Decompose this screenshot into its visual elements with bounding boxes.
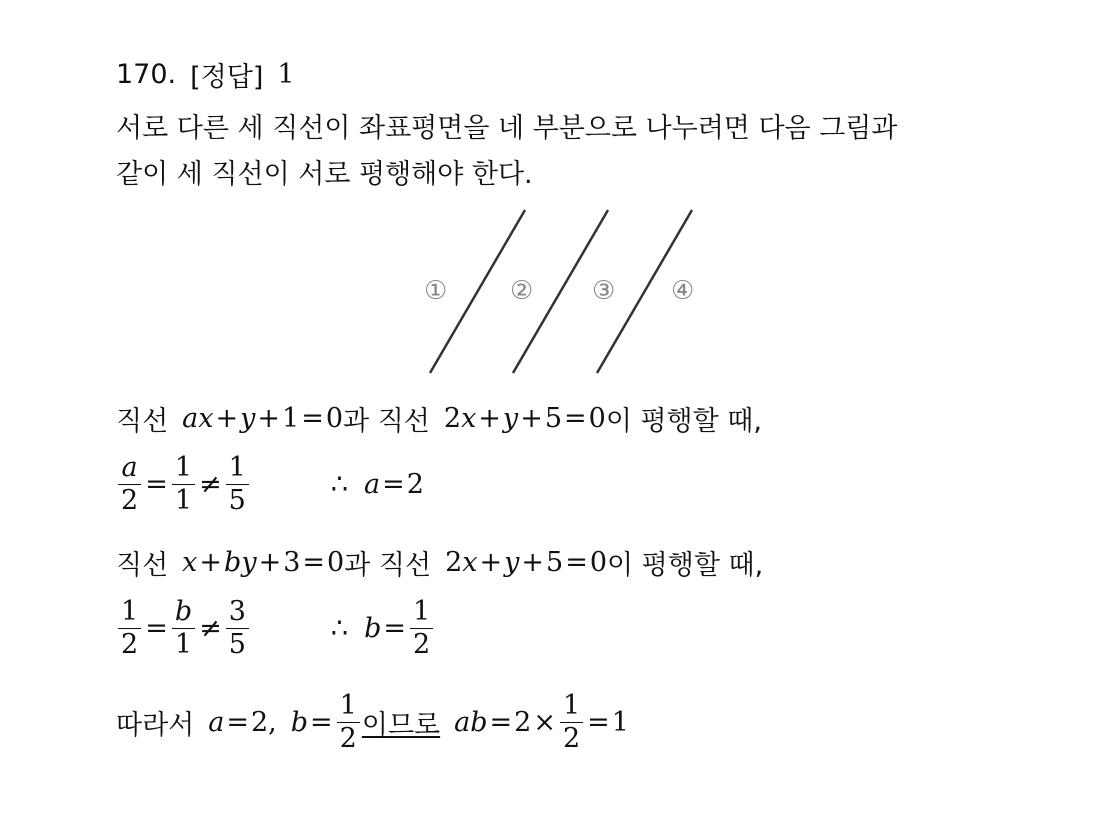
case-b-equation-1: x+by+3=0 — [182, 547, 345, 578]
case-b-ratio: $\frac{1}{2}$ = $\frac{b}{1}$ ≠ $\frac{3}{5}$ ∴ b = $\frac{1}{2}$ — [116, 596, 435, 661]
intro-line-1: 서로 다른 세 직선이 좌표평면을 네 부분으로 나누려면 다음 그림과 — [116, 113, 898, 144]
answer-value: 1 — [277, 59, 295, 90]
therefore-symbol: ∴ — [330, 469, 348, 500]
conclusion-b-fraction: $\frac{1}{2}$ — [337, 690, 360, 755]
case-b-mid: 과 직선 — [344, 550, 432, 581]
case-a-equation-2: 2x+y+5=0 — [443, 403, 606, 434]
case-b-result-fraction: $\frac{1}{2}$ — [410, 596, 433, 661]
case-b-fraction-1: $\frac{1}{2}$ — [118, 596, 141, 661]
case-a-statement — [116, 399, 762, 438]
case-a-prefix: 직선 — [116, 406, 169, 437]
region-label-4: ④ — [671, 276, 695, 306]
case-a-ratio: $\frac{a}{2}$ = $\frac{1}{1}$ ≠ $\frac{1}{5}$ ∴ a=2 — [116, 452, 424, 517]
intro-line-2: 같이 세 직선이 서로 평행해야 한다. — [116, 159, 533, 190]
case-a-fraction-3: $\frac{1}{5}$ — [226, 452, 249, 517]
answer-tag: [정답] — [190, 62, 264, 93]
conclusion-b-value: b = $\frac{1}{2}$ — [291, 690, 362, 755]
case-a-fraction-2: $\frac{1}{1}$ — [172, 452, 195, 517]
case-b-equation-2: 2x+y+5=0 — [445, 547, 607, 578]
case-b-suffix: 이 평행할 때, — [607, 550, 764, 581]
case-a-mid: 과 직선 — [343, 406, 430, 437]
conclusion-mid: 이므로 — [361, 710, 441, 741]
problem-header — [116, 55, 295, 94]
conclusion-line — [116, 690, 629, 755]
case-a-suffix: 이 평행할 때, — [605, 406, 762, 437]
region-label-2: ② — [510, 276, 534, 306]
case-a-fraction-1: $\frac{a}{2}$ — [118, 452, 141, 517]
case-b-result: b = $\frac{1}{2}$ — [364, 596, 435, 661]
conclusion-half-fraction: $\frac{1}{2}$ — [560, 690, 583, 755]
case-a-result: a=2 — [364, 469, 424, 500]
conclusion-a-value: a=2, — [208, 707, 277, 738]
case-a-equation-1: ax+y+1=0 — [182, 403, 344, 434]
therefore-symbol-b: ∴ — [330, 613, 349, 644]
case-b-statement — [116, 543, 763, 582]
case-b-fraction-3: $\frac{3}{5}$ — [226, 596, 249, 661]
parallel-lines-figure — [395, 205, 715, 380]
region-label-1: ① — [424, 276, 448, 306]
conclusion-product: a b = 2 × $\frac{1}{2}$ = 1 — [454, 690, 629, 754]
case-b-fraction-2: $\frac{b}{1}$ — [172, 596, 195, 661]
region-label-3: ③ — [592, 276, 616, 306]
case-b-prefix: 직선 — [116, 550, 169, 581]
conclusion-prefix: 따라서 — [116, 710, 195, 741]
problem-number: 170. — [116, 59, 177, 90]
